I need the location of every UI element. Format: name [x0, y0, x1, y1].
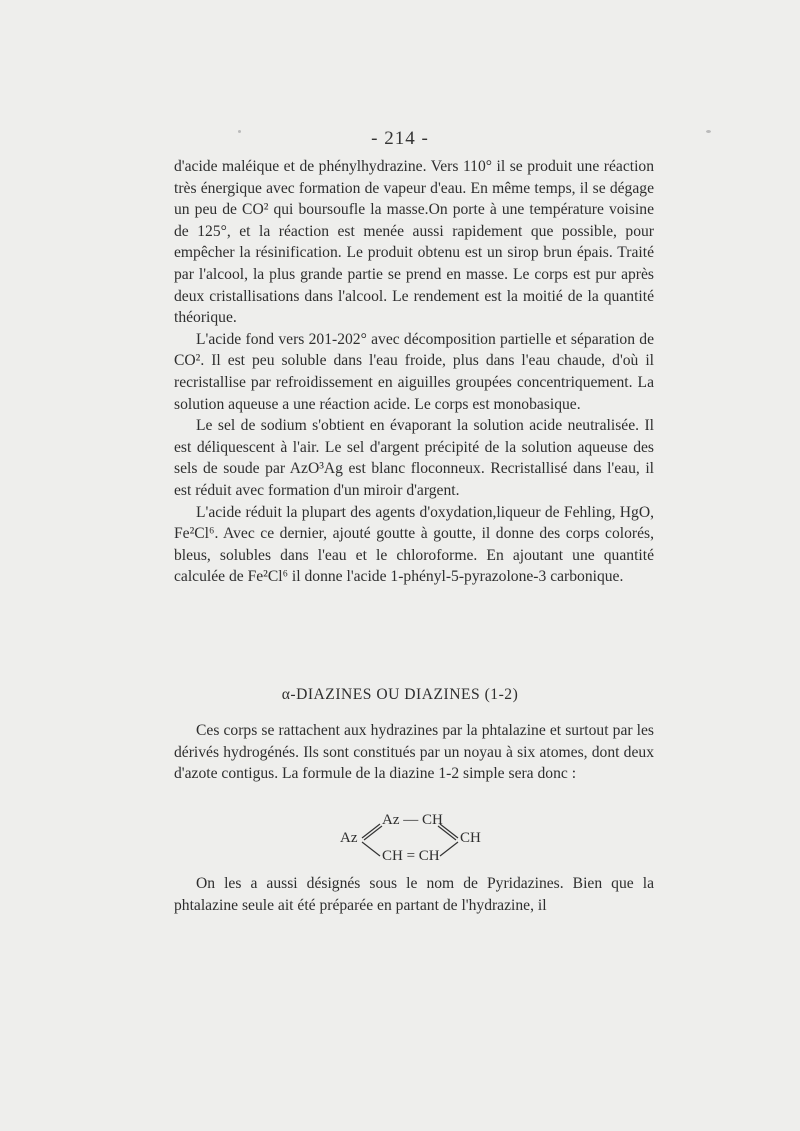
- paragraph: Ces corps se rattachent aux hydrazines par la phtalazine et surtout par les dérivés hydrogénés. Ils sont constitués par un noyau à six atomes, dont deux d'azote contigus. La formule de la diazine 1-2 simple sera donc :: [174, 722, 654, 783]
- diazine-structural-formula: [340, 810, 500, 870]
- paragraph: On les a aussi désignés sous le nom de Pyridazines. Bien que la phtalazine seule ait été préparée en partant de l'hydrazine, il: [174, 875, 654, 914]
- paragraph: d'acide maléique et de phénylhydrazine. Vers 110° il se produit une réaction très énergique avec formation de vapeur d'eau. En même temps, il se dégage un peu de CO² qui boursoufle la masse.On porte à une température voisine de 125°, et la réaction est menée aussi rapidement que possible, pour empêcher la résinification. Le produit obtenu est un sirop brun épais. Traité par l'alcool, la plus grande partie se prend en masse. Le corps est pur après deux cristallisations dans l'alcool. Le rendement est la moitié de la quantité théorique.: [174, 158, 654, 327]
- body-text-section-1: [174, 156, 654, 588]
- paragraph: L'acide réduit la plupart des agents d'oxydation,liqueur de Fehling, HgO, Fe²Cl⁶. Avec ce dernier, ajouté goutte à goutte, il donne des corps colorés, bleus, solubles dans l'eau et le chloroforme. En ajoutant une quantité calculée de Fe²Cl⁶ il donne l'acide 1-phényl-5-pyrazolone-3 carbonique.: [174, 503, 654, 586]
- paper-speck: [706, 130, 711, 133]
- formula-left-atom: Az: [340, 830, 358, 846]
- formula-bottom-bond: CH = CH: [382, 848, 440, 864]
- body-text-section-3: [174, 873, 654, 916]
- paragraph: Le sel de sodium s'obtient en évaporant la solution acide neutralisée. Il est déliquescent à l'air. Le sel d'argent précipité de la solution aqueuse des sels de soude par AzO³Ag est blanc floconneux. Recristallisé dans l'eau, il est réduit avec formation d'un miroir d'argent.: [174, 417, 654, 499]
- paper-speck: [238, 130, 241, 133]
- formula-top-bond: Az — CH: [382, 812, 443, 828]
- section-heading: α-DIAZINES OU DIAZINES (1-2): [281, 686, 519, 703]
- body-text-section-2: [174, 720, 654, 785]
- paragraph: L'acide fond vers 201-202° avec décomposition partielle et séparation de CO². Il est peu soluble dans l'eau froide, plus dans l'eau chaude, d'où il recristallise par refroidissement en aiguilles groupées concentriquement. La solution aqueuse a une réaction acide. Le corps est monobasique.: [174, 330, 654, 413]
- formula-right-atom: CH: [460, 830, 481, 846]
- page-number: - 214 -: [371, 128, 429, 149]
